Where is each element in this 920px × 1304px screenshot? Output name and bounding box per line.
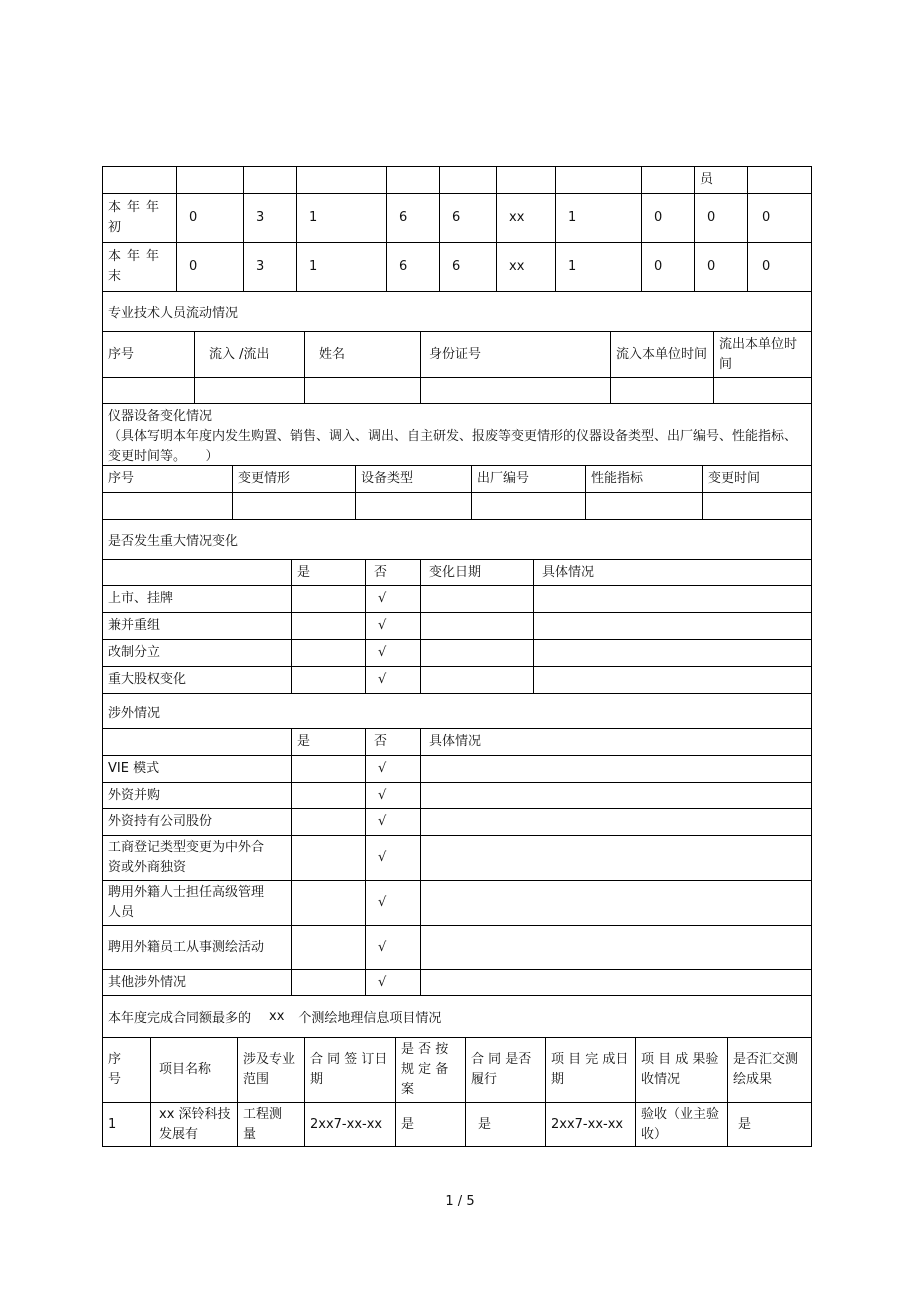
- foreign-row: 工商登记类型变更为中外合资或外商独资 √: [102, 836, 812, 881]
- check-mark: √: [365, 667, 420, 693]
- equipment-header-row: 序号 变更情形 设备类型 出厂编号 性能指标 变更时间: [102, 466, 812, 493]
- major-change-title: 是否发生重大情况变化: [108, 534, 239, 549]
- check-mark: √: [365, 756, 420, 782]
- foreign-header-row: 是 否 具体情况: [102, 729, 812, 756]
- equipment-note: （具体写明本年度内发生购置、销售、调入、调出、自主研发、报废等变更情形的仪器设备类型、出厂编号、性能指标、变更时间等。 ）: [108, 429, 798, 464]
- staff-row: 本年年末 0 3 1 6 6 xx 1 0 0 0: [102, 243, 812, 292]
- flow-header-row: 序号 流入 /流出 姓名 身份证号 流入本单位时间 流出本单位时间: [102, 332, 812, 378]
- staff-row-label: 本年年末: [108, 249, 166, 284]
- major-change-row: 兼并重组 √: [102, 613, 812, 640]
- foreign-row: 其他涉外情况 √: [102, 970, 812, 996]
- staff-header-tail: 员: [694, 167, 747, 193]
- page-number: 1 / 5: [445, 1194, 475, 1209]
- staff-header-row: [102, 166, 812, 194]
- staff-row: 本年年初 0 3 1 6 6 xx 1 0 0 0: [102, 194, 812, 243]
- check-mark: √: [365, 586, 420, 612]
- check-mark: √: [365, 640, 420, 666]
- foreign-title: 涉外情况: [108, 705, 161, 721]
- foreign-row: 聘用外籍人士担任高级管理人员 √: [102, 881, 812, 926]
- foreign-row: VIE 模式 √: [102, 756, 812, 783]
- equipment-title: 仪器设备变化情况: [108, 409, 213, 424]
- check-mark: √: [365, 783, 420, 808]
- check-mark: √: [365, 836, 420, 880]
- check-mark: √: [365, 881, 420, 925]
- projects-header-row: 序号 项目名称 涉及专业范围 合 同 签 订日期 是 否 按规 定 备案 合 同 是否履行 项 目 完 成日期 项 目 成 果验收情况 是否汇交测绘成果: [102, 1038, 812, 1103]
- report-form: [102, 166, 812, 1147]
- equipment-blank-row: [102, 493, 812, 520]
- projects-title: 本年度完成合同额最多的 xx 个测绘地理信息项目情况: [108, 1009, 442, 1026]
- staff-row-label: 本年年初: [108, 200, 166, 235]
- check-mark: √: [365, 809, 420, 835]
- major-change-row: 上市、挂牌 √: [102, 586, 812, 613]
- major-change-row: 重大股权变化 √: [102, 667, 812, 694]
- foreign-row: 外资持有公司股份 √: [102, 809, 812, 836]
- major-change-row: 改制分立 √: [102, 640, 812, 667]
- major-change-title-row: [102, 520, 812, 560]
- check-mark: √: [365, 926, 420, 969]
- foreign-row: 聘用外籍员工从事测绘活动 √: [102, 926, 812, 970]
- equipment-title-row: [102, 404, 812, 466]
- flow-blank-row: [102, 378, 812, 404]
- foreign-row: 外资并购 √: [102, 783, 812, 809]
- flow-title: 专业技术人员流动情况: [108, 306, 239, 321]
- check-mark: √: [365, 970, 420, 995]
- foreign-title-row: [102, 694, 812, 729]
- projects-title-row: [102, 996, 812, 1038]
- check-mark: √: [365, 613, 420, 639]
- major-change-header-row: 是 否 变化日期 具体情况: [102, 560, 812, 586]
- project-row: 1 xx 深铃科技发展有 工程测量 2xx7-xx-xx 是 是 2xx7-xx-xx 验收（业主验收） 是: [102, 1103, 812, 1147]
- flow-title-row: [102, 292, 812, 332]
